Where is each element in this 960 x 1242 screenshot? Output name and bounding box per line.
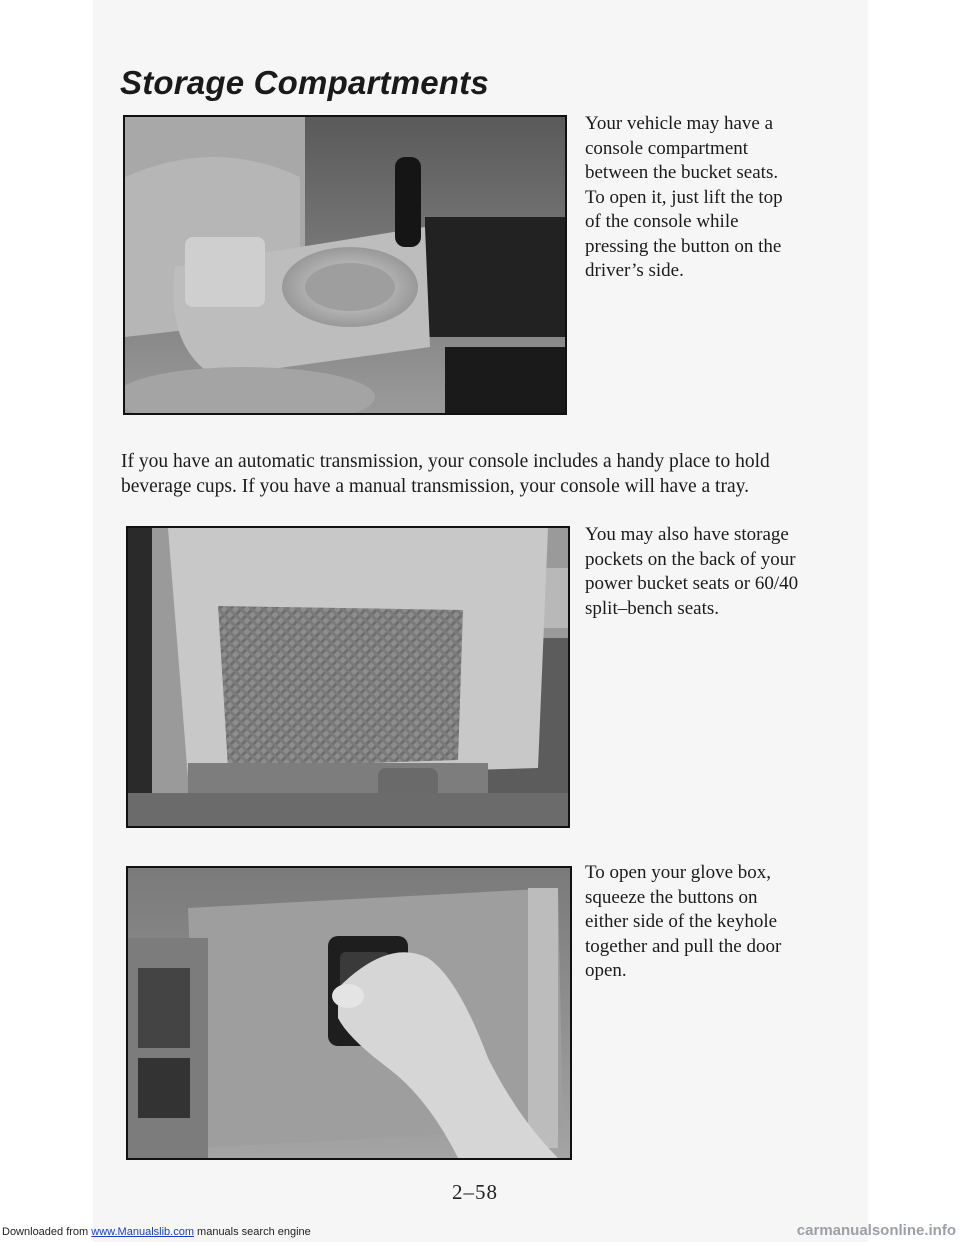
seat-pocket-description: You may also have storage pockets on the back of your power bucket seats or 60/40 split–bench seats. <box>585 524 799 619</box>
glove-box-photo <box>126 866 572 1160</box>
manualslib-link[interactable]: www.Manualslib.com <box>91 1226 194 1238</box>
glove-box-description: To open your glove box, squeeze the buttons on either side of the keyhole together and pull the door open. <box>585 862 782 981</box>
console-photo <box>123 115 567 415</box>
page-title: Storage Compartments <box>120 64 489 101</box>
seat-pocket-photo <box>126 526 570 828</box>
download-prefix: Downloaded from <box>2 1226 92 1238</box>
download-suffix: manuals search engine <box>193 1226 311 1238</box>
console-description: Your vehicle may have a console compartment between the bucket seats. To open it, just lift the top of the console while pressing the button on the driver’s side. <box>585 113 783 281</box>
page-number: 2–58 <box>452 1180 498 1204</box>
download-credit <box>2 1226 311 1238</box>
watermark: carmanualsonline.info <box>796 1222 956 1239</box>
beverage-paragraph: If you have an automatic transmission, your console includes a handy place to hold beverage cups. If you have a manual transmission, your console will have a tray. <box>121 451 770 497</box>
